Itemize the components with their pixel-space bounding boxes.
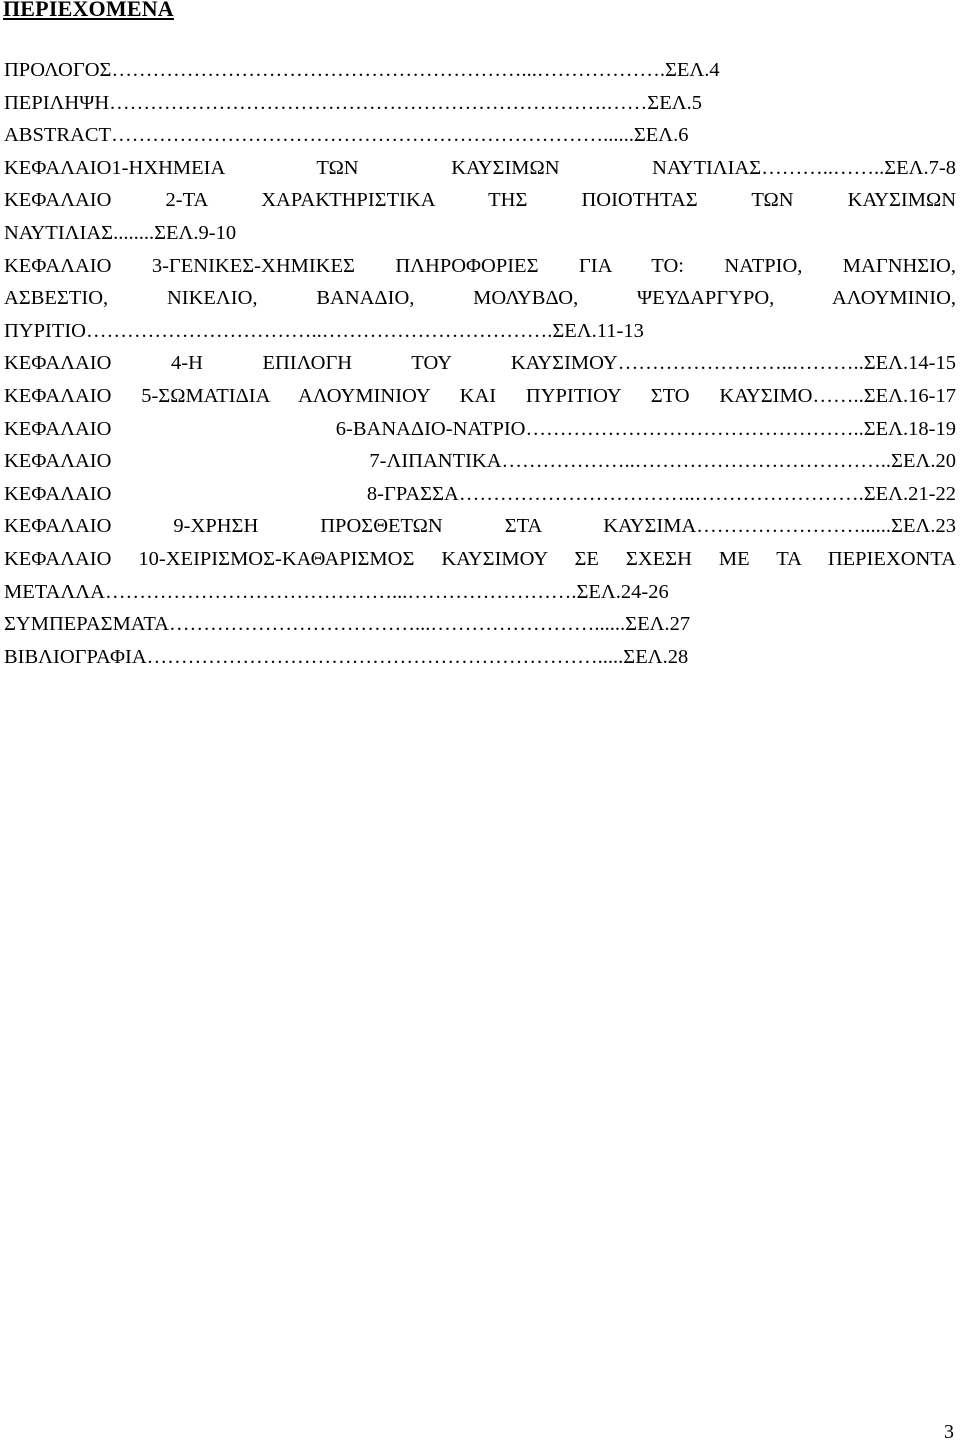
- toc-entry-chapter-10: ΚΕΦΑΛΑΙΟ 10-ΧΕΙΡΙΣΜΟΣ-ΚΑΘΑΡΙΣΜΟΣ ΚΑΥΣΙΜΟΥ ΣΕ ΣΧΕΣΗ ΜΕ ΤΑ ΠΕΡΙΕΧΟΝΤΑ: [4, 547, 956, 570]
- toc-entry-chapter-3-continued: ΑΣΒΕΣΤΙΟ, ΝΙΚΕΛΙΟ, ΒΑΝΑΔΙΟ, ΜΟΛΥΒΔΟ, ΨΕΥΔΑΡΓΥΡΟ, ΑΛΟΥΜΙΝΙΟ,: [4, 287, 956, 310]
- toc-entry-chapter-9: ΚΕΦΑΛΑΙΟ 9-ΧΡΗΣΗ ΠΡΟΣΘΕΤΩΝ ΣΤΑ ΚΑΥΣΙΜΑ……………………......ΣΕΛ.23: [4, 515, 956, 538]
- page-number: 3: [944, 1421, 954, 1443]
- toc-entry-prologue: ΠΡΟΛΟΓΟΣ……………………………………………………...……………….ΣΕΛ.4: [4, 59, 720, 81]
- toc-entry-chapter-5: ΚΕΦΑΛΑΙΟ 5-ΣΩΜΑΤΙΔΙΑ ΑΛΟΥΜΙΝΙΟΥ ΚΑΙ ΠΥΡΙΤΙΟΥ ΣΤΟ ΚΑΥΣΙΜΟ……..ΣΕΛ.16-17: [4, 384, 956, 407]
- toc-entry-chapter-6: ΚΕΦΑΛΑΙΟ 6-ΒΑΝΑΔΙΟ-ΝΑΤΡΙΟ…………………………………………..ΣΕΛ.18-19: [4, 417, 956, 440]
- toc-entry-chapter-8: ΚΕΦΑΛΑΙΟ 8-ΓΡΑΣΣΑ……………………………..…………………….ΣΕΛ.21-22: [4, 482, 956, 505]
- toc-entry-bibliography: ΒΙΒΛΙΟΓΡΑΦΙΑ………………………………………………………….....ΣΕΛ.28: [4, 645, 689, 668]
- toc-entry-chapter-3-end: ΠΥΡΙΤΙΟ……………………………..…………………………….ΣΕΛ.11-13: [4, 319, 644, 342]
- toc-entry-chapter-3: ΚΕΦΑΛΑΙΟ 3-ΓΕΝΙΚΕΣ-ΧΗΜΙΚΕΣ ΠΛΗΡΟΦΟΡΙΕΣ ΓΙΑ ΤΟ: ΝΑΤΡΙΟ, ΜΑΓΝΗΣΙΟ,: [4, 254, 956, 277]
- toc-entry-conclusions: ΣΥΜΠΕΡΑΣΜΑΤΑ………………………………...……………………......ΣΕΛ.27: [4, 613, 691, 636]
- toc-entry-chapter-2-continued: ΝΑΥΤΙΛΙΑΣ........ΣΕΛ.9-10: [4, 221, 237, 244]
- toc-entry-chapter-1: ΚΕΦΑΛΑΙΟ1-ΗΧΗΜΕΙΑ ΤΩΝ ΚΑΥΣΙΜΩΝ ΝΑΥΤΙΛΙΑΣ………..……..ΣΕΛ.7-8: [4, 156, 956, 179]
- toc-entry-chapter-7: ΚΕΦΑΛΑΙΟ 7-ΛΙΠΑΝΤΙΚΑ………………..………………………………..ΣΕΛ.20: [4, 450, 956, 473]
- toc-entry-chapter-2: ΚΕΦΑΛΑΙΟ 2-ΤΑ ΧΑΡΑΚΤΗΡΙΣΤΙΚΑ ΤΗΣ ΠΟΙΟΤΗΤΑΣ ΤΩΝ ΚΑΥΣΙΜΩΝ: [4, 189, 956, 212]
- toc-entry-summary: ΠΕΡΙΛΗΨΗ……………………………………………………………….……ΣΕΛ.5: [4, 91, 702, 114]
- toc-entry-abstract: ABSTRACT………………………………………………………………......ΣΕΛ.6: [4, 124, 689, 147]
- page-title: ΠΕΡΙΕΧΟΜΕΝΑ: [3, 0, 174, 21]
- toc-entry-chapter-10-continued: ΜΕΤΑΛΛΑ……………………………………...…………………….ΣΕΛ.24-26: [4, 580, 669, 603]
- table-of-contents: [4, 54, 956, 673]
- toc-entry-chapter-4: ΚΕΦΑΛΑΙΟ 4-Η ΕΠΙΛΟΓΗ ΤΟΥ ΚΑΥΣΙΜΟΥ……………………..………..ΣΕΛ.14-15: [4, 352, 956, 375]
